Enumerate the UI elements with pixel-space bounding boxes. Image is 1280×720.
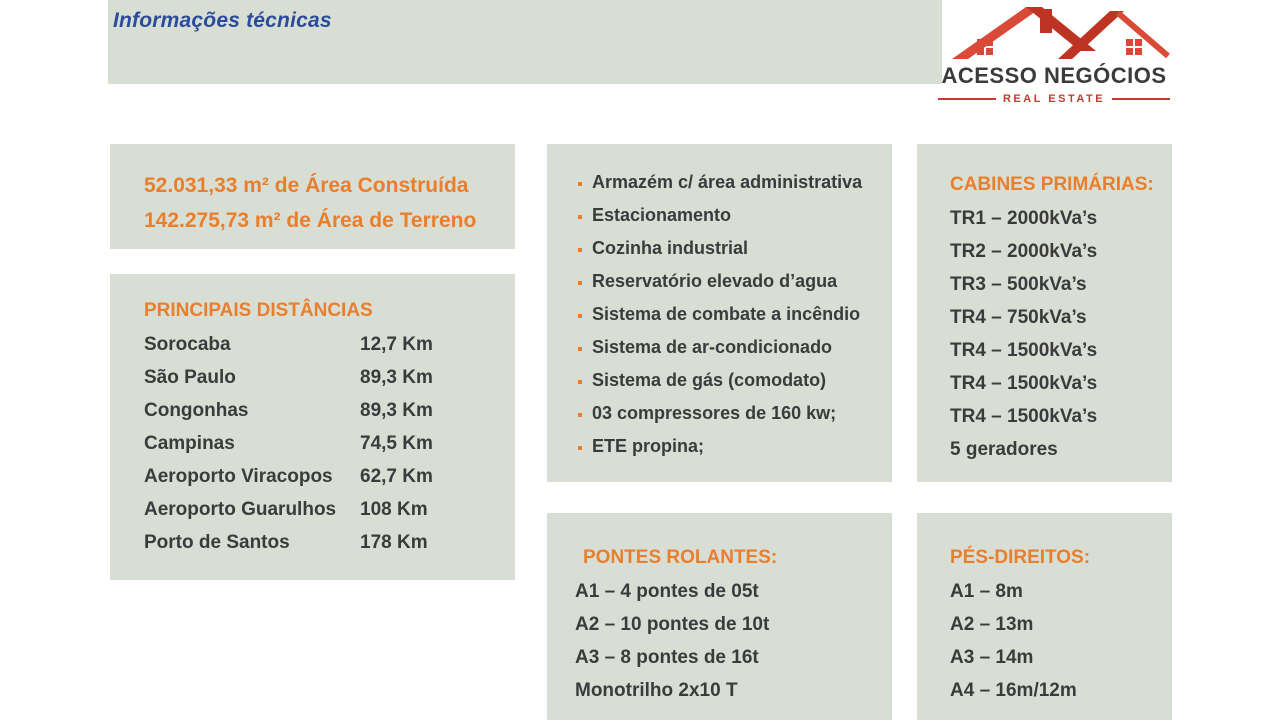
built-area-line: 52.031,33 m² de Área Construída: [144, 174, 469, 197]
ceiling-heights-panel: [917, 513, 1172, 720]
crane-row: A3 – 8 pontes de 16t: [575, 647, 759, 668]
distance-value: 178 Km: [360, 532, 428, 553]
bullet-icon: [578, 380, 582, 384]
distance-value: 89,3 Km: [360, 367, 433, 388]
feature-item: [578, 166, 892, 199]
ceiling-row: A4 – 16m/12m: [950, 680, 1077, 701]
overhead-cranes-panel: [547, 513, 892, 720]
distances-panel: [110, 274, 515, 580]
distance-label: São Paulo: [144, 367, 236, 388]
feature-text: Reservatório elevado d’agua: [592, 271, 838, 291]
cabins-title: CABINES PRIMÁRIAS:: [950, 174, 1154, 195]
distance-label: Porto de Santos: [144, 532, 290, 553]
feature-item: [578, 298, 892, 331]
company-logo: [938, 3, 1170, 105]
distance-row: [144, 427, 515, 460]
feature-item: [578, 430, 892, 463]
cabin-row: 5 geradores: [950, 439, 1058, 460]
crane-row: Monotrilho 2x10 T: [575, 680, 738, 701]
distance-value: 108 Km: [360, 499, 428, 520]
cabin-row: TR4 – 1500kVa’s: [950, 373, 1098, 394]
distance-row: [144, 361, 515, 394]
ceiling-row: A1 – 8m: [950, 581, 1023, 602]
bullet-icon: [578, 314, 582, 318]
bullet-icon: [578, 446, 582, 450]
feature-item: [578, 364, 892, 397]
distance-label: Congonhas: [144, 400, 249, 421]
page-title: Informações técnicas: [113, 9, 332, 32]
cabin-row: TR1 – 2000kVa’s: [950, 208, 1098, 229]
distance-value: 62,7 Km: [360, 466, 433, 487]
distance-row: [144, 526, 515, 559]
header-bar: [108, 0, 942, 84]
feature-text: Armazém c/ área administrativa: [592, 172, 863, 192]
feature-text: Sistema de combate a incêndio: [592, 304, 861, 324]
bullet-icon: [578, 248, 582, 252]
distance-value: 12,7 Km: [360, 334, 433, 355]
feature-text: Cozinha industrial: [592, 238, 749, 258]
bullet-icon: [578, 182, 582, 186]
distance-label: Sorocaba: [144, 334, 231, 355]
distance-value: 89,3 Km: [360, 400, 433, 421]
cabin-row: TR3 – 500kVa’s: [950, 274, 1087, 295]
distance-row: [144, 328, 515, 361]
features-panel: [547, 144, 892, 482]
logo-roofs-icon: [938, 3, 1170, 61]
cabin-row: TR4 – 750kVa’s: [950, 307, 1087, 328]
feature-item: [578, 397, 892, 430]
feature-item: [578, 232, 892, 265]
ceiling-row: A3 – 14m: [950, 647, 1034, 668]
bullet-icon: [578, 347, 582, 351]
feature-text: Sistema de gás (comodato): [592, 370, 827, 390]
crane-row: A2 – 10 pontes de 10t: [575, 614, 770, 635]
distance-row: [144, 460, 515, 493]
feature-text: Sistema de ar-condicionado: [592, 337, 833, 357]
distance-label: Aeroporto Guarulhos: [144, 499, 337, 520]
tagline-rule-right: [1112, 98, 1170, 100]
feature-item: [578, 199, 892, 232]
crane-row: A1 – 4 pontes de 05t: [575, 581, 759, 602]
land-area-line: 142.275,73 m² de Área de Terreno: [144, 209, 477, 232]
logo-tagline: [938, 93, 1170, 105]
distance-row: [144, 493, 515, 526]
primary-cabins-panel: [917, 144, 1172, 482]
cranes-title: PONTES ROLANTES:: [583, 547, 778, 568]
distance-label: Campinas: [144, 433, 235, 454]
cabin-row: TR2 – 2000kVa’s: [950, 241, 1098, 262]
feature-item: [578, 331, 892, 364]
distance-label: Aeroporto Viracopos: [144, 466, 333, 487]
feature-text: 03 compressores de 160 kw;: [592, 403, 837, 423]
cabin-row: TR4 – 1500kVa’s: [950, 406, 1098, 427]
logo-company-name: ACESSO NEGÓCIOS: [941, 63, 1167, 88]
ceilings-title: PÉS-DIREITOS:: [950, 547, 1091, 568]
distance-row: [144, 394, 515, 427]
distances-title: PRINCIPAIS DISTÂNCIAS: [144, 300, 373, 321]
distance-value: 74,5 Km: [360, 433, 433, 454]
tagline-rule-left: [938, 98, 996, 100]
logo-tagline-text: REAL ESTATE: [1002, 93, 1106, 105]
feature-text: ETE propina;: [592, 436, 704, 456]
bullet-icon: [578, 215, 582, 219]
feature-text: Estacionamento: [592, 205, 732, 225]
bullet-icon: [578, 281, 582, 285]
cabin-row: TR4 – 1500kVa’s: [950, 340, 1098, 361]
bullet-icon: [578, 413, 582, 417]
areas-panel: [110, 144, 515, 249]
ceiling-row: A2 – 13m: [950, 614, 1034, 635]
feature-item: [578, 265, 892, 298]
